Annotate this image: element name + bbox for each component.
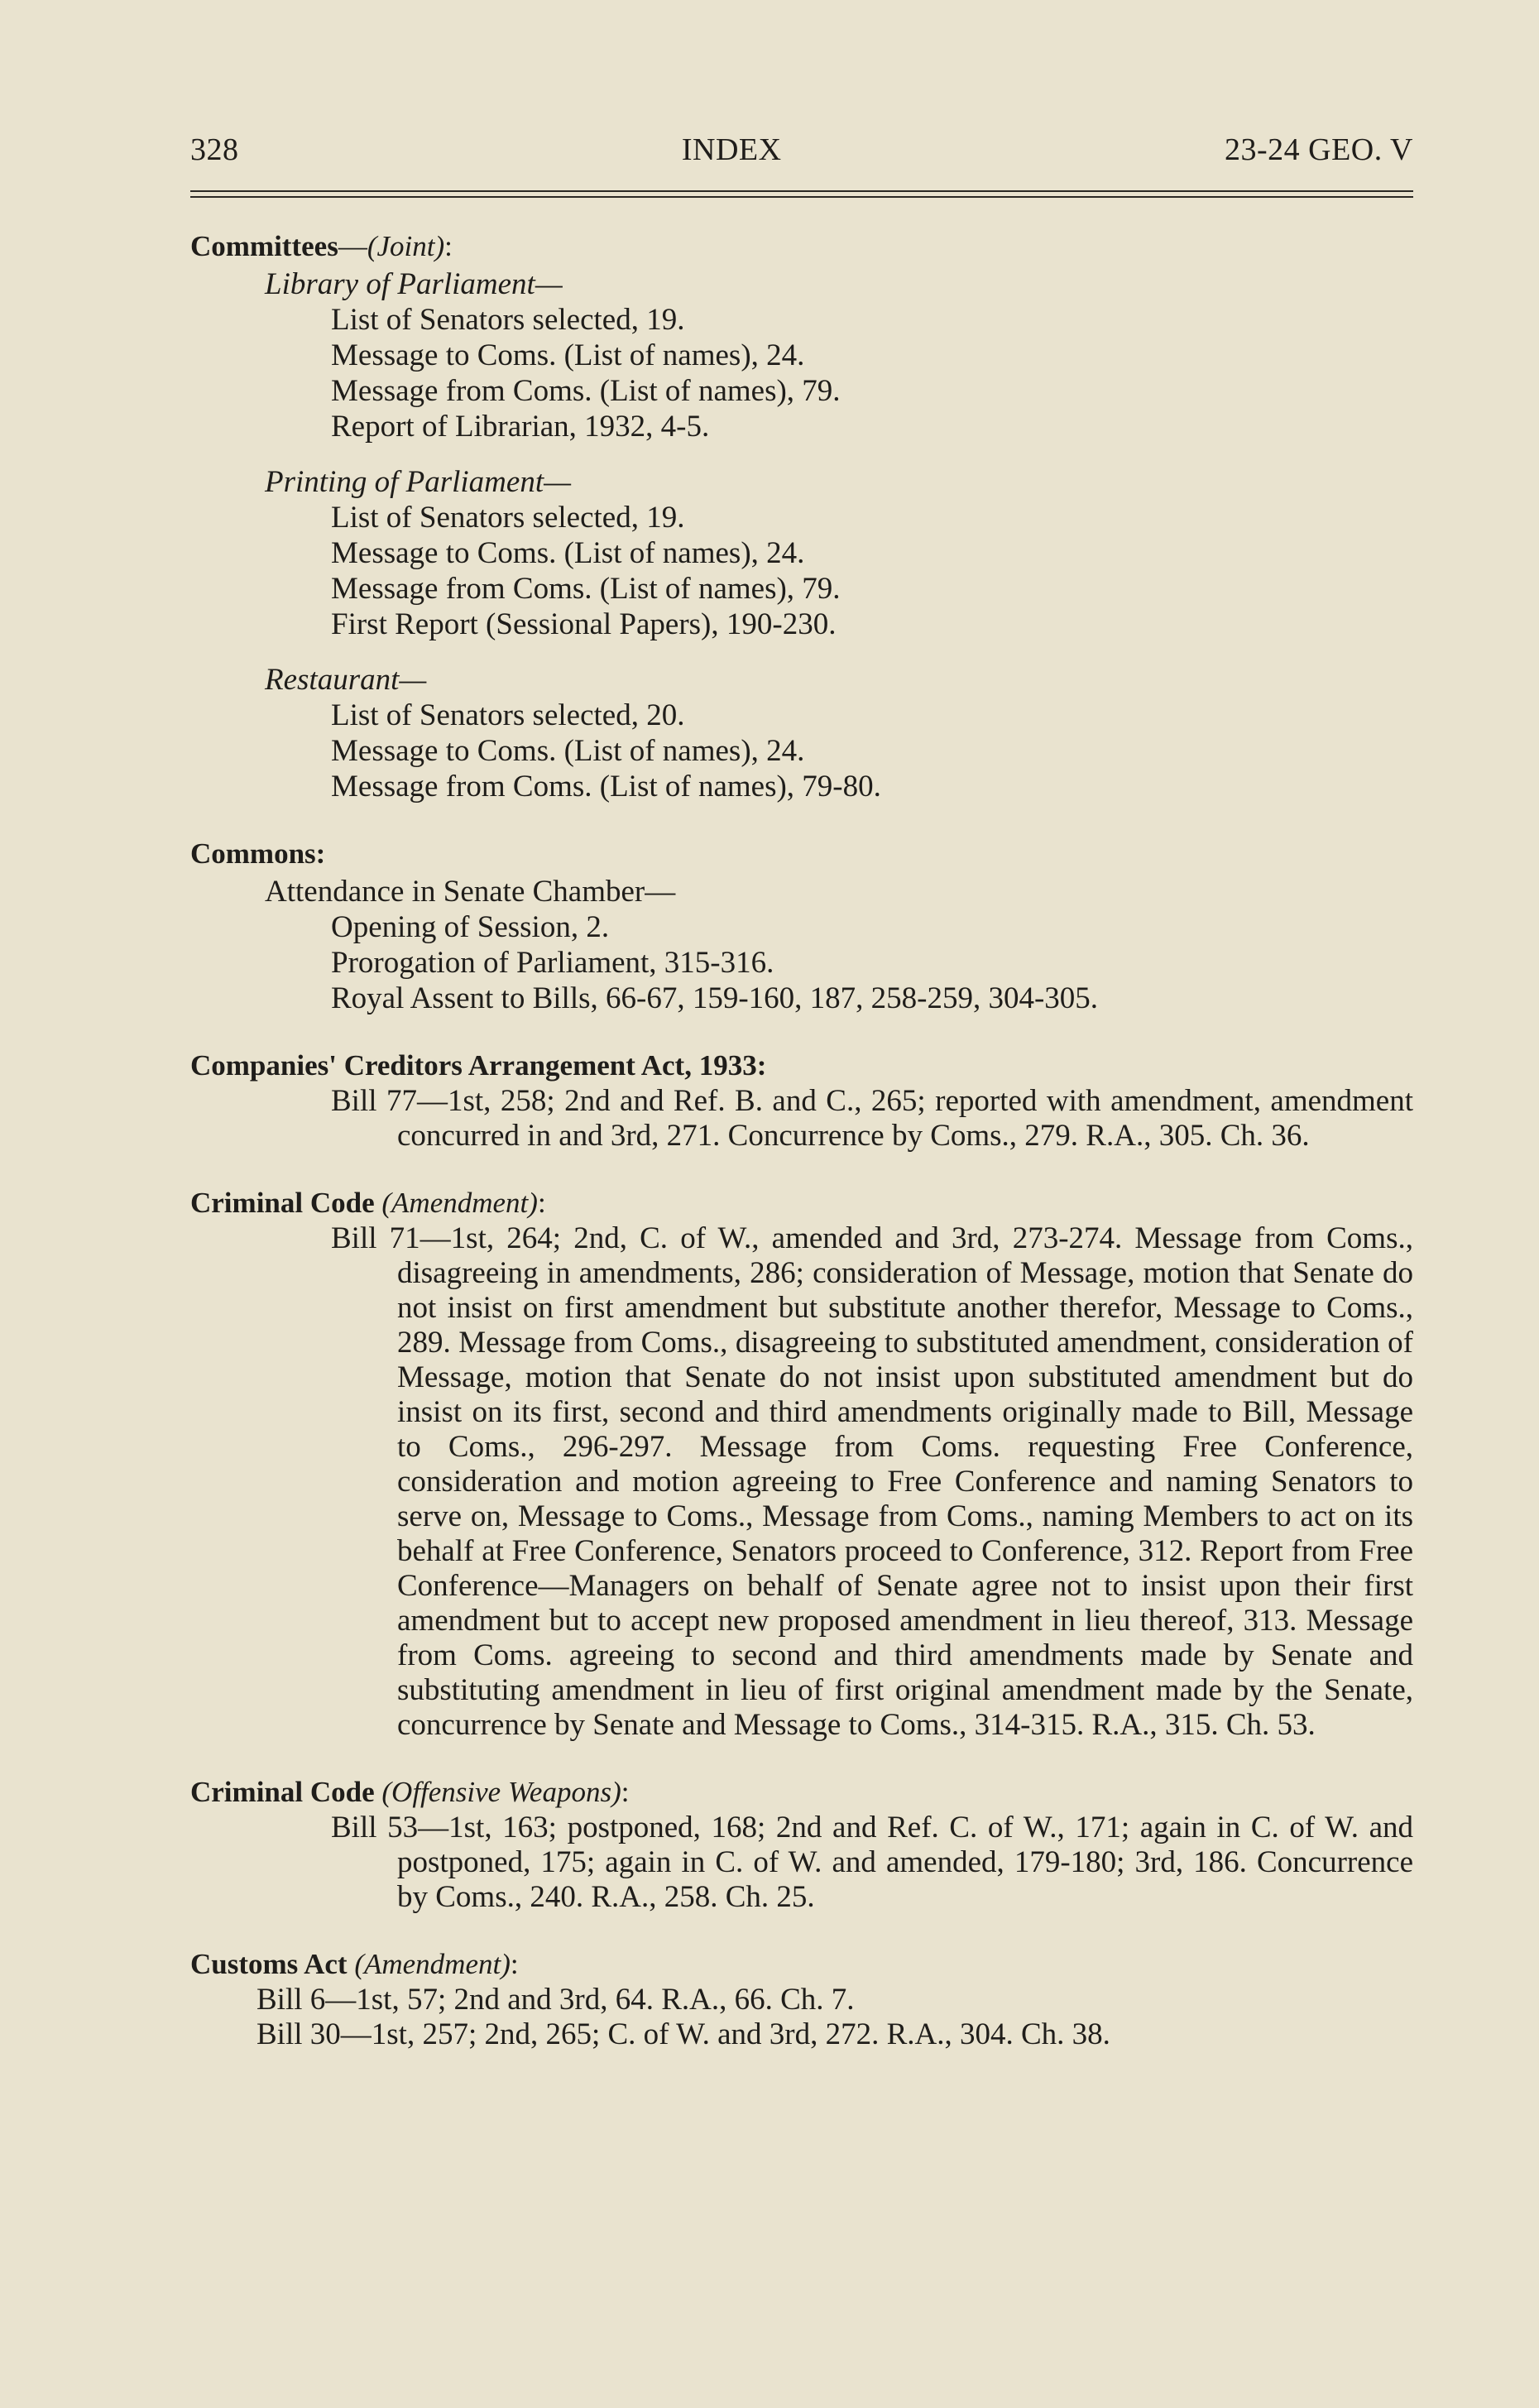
list-item: Opening of Session, 2.: [331, 910, 610, 944]
bill-history: Bill 30—1st, 257; 2nd, 265; C. of W. and 3rd, 272. R.A., 304. Ch. 38.: [256, 2017, 1110, 2051]
list-item: Message to Coms. (List of names), 24.: [331, 536, 805, 570]
entry-criminal-code-amendment: [190, 1185, 1413, 1743]
bill-history: Bill 71—1st, 264; 2nd, C. of W., amended and 3rd, 273-274. Message from Coms., disagreeing in amendments, 286; consideration of Message, motion that Senate do not insist on first amendment but substitute another therefor, Message to Coms., 289. Message from Coms., disagreeing to substituted amendment, consideration of Message, motion that Senate do not insist upon substituted amendment but do insist on its first, second and third amendments originally made to Bill, Message to Coms., 296-297. Message from Coms. requesting Free Conference, consideration and motion agreeing to Free Conference and naming Senators to serve on, Message to Coms., Message from Coms., naming Members to act on its behalf at Free Conference, Senators proceed to Conference, 312. Report from Free Conference—Managers on behalf of Senate agree not to insist upon their first amendment but to accept new proposed amendment in lieu thereof, 313. Message from Coms. agreeing to second and third amendments made by Senate and substituting amendment in lieu of first original amendment made by the Senate, concurrence by Senate and Message to Coms., 314-315. R.A., 315. Ch. 53.: [331, 1221, 1413, 1742]
list-item: Report of Librarian, 1932, 4-5.: [331, 410, 710, 444]
running-head: [190, 129, 1413, 170]
list-item: Message from Coms. (List of names), 79-80.: [331, 770, 881, 803]
entry-heading: Commons:: [190, 837, 326, 870]
subentry-title: Attendance in Senate Chamber—: [265, 875, 676, 909]
list-item: First Report (Sessional Papers), 190-230.: [331, 607, 837, 641]
entry-companies-creditors: [190, 1048, 1413, 1154]
list-item: Royal Assent to Bills, 66-67, 159-160, 187, 258-259, 304-305.: [331, 981, 1099, 1015]
list-item: Message from Coms. (List of names), 79.: [331, 374, 841, 408]
index-content: [190, 228, 1413, 2084]
heading-text: Committees: [190, 230, 338, 262]
list-item: Message from Coms. (List of names), 79.: [331, 572, 841, 606]
header-rule-top: [190, 190, 1413, 192]
subentry-library: [190, 266, 1413, 444]
list-item: Prorogation of Parliament, 315-316.: [331, 946, 774, 980]
bill-history: Bill 77—1st, 258; 2nd and Ref. B. and C., 265; reported with amendment, amendment concurred in and 3rd, 271. Concurrence by Coms., 279. R.A., 305. Ch. 36.: [331, 1084, 1413, 1153]
subentry-printing: [190, 464, 1413, 642]
page-number: 328: [190, 132, 239, 167]
entry-heading: Companies' Creditors Arrangement Act, 1933:: [190, 1049, 767, 1082]
subentry-title: Library of Parliament—: [265, 267, 563, 301]
entry-heading: Criminal Code (Amendment):: [190, 1187, 546, 1219]
list-item: List of Senators selected, 19.: [331, 501, 685, 535]
list-item: Message to Coms. (List of names), 24.: [331, 734, 805, 768]
subentry-restaurant: [190, 662, 1413, 804]
entry-commons: [190, 836, 1413, 1016]
entry-customs-act: [190, 1946, 1413, 2052]
entry-heading: Criminal Code (Offensive Weapons):: [190, 1776, 630, 1808]
entry-heading: Committees—(Joint):: [190, 230, 453, 262]
list-item: List of Senators selected, 20.: [331, 698, 685, 732]
entry-committees: [190, 228, 1413, 804]
bill-history: Bill 6—1st, 57; 2nd and 3rd, 64. R.A., 66. Ch. 7.: [256, 1983, 855, 2017]
heading-qualifier: (Joint): [367, 230, 445, 262]
subentry-title: Printing of Parliament—: [265, 465, 571, 499]
entry-heading: Customs Act (Amendment):: [190, 1948, 519, 1980]
page-title: INDEX: [681, 132, 782, 167]
entry-criminal-code-weapons: [190, 1774, 1413, 1915]
session-label: 23-24 GEO. V: [1224, 132, 1413, 167]
heading-suffix: :: [444, 230, 453, 262]
bill-history: Bill 53—1st, 163; postponed, 168; 2nd and Ref. C. of W., 171; again in C. of W. and postponed, 175; again in C. of W. and amended, 179-180; 3rd, 186. Concurrence by Coms., 240. R.A., 258. Ch. 25.: [331, 1811, 1413, 1914]
list-item: Message to Coms. (List of names), 24.: [331, 338, 805, 372]
list-item: List of Senators selected, 19.: [331, 303, 685, 337]
header-rule-bottom: [190, 196, 1413, 198]
subentry-title: Restaurant—: [265, 663, 427, 697]
